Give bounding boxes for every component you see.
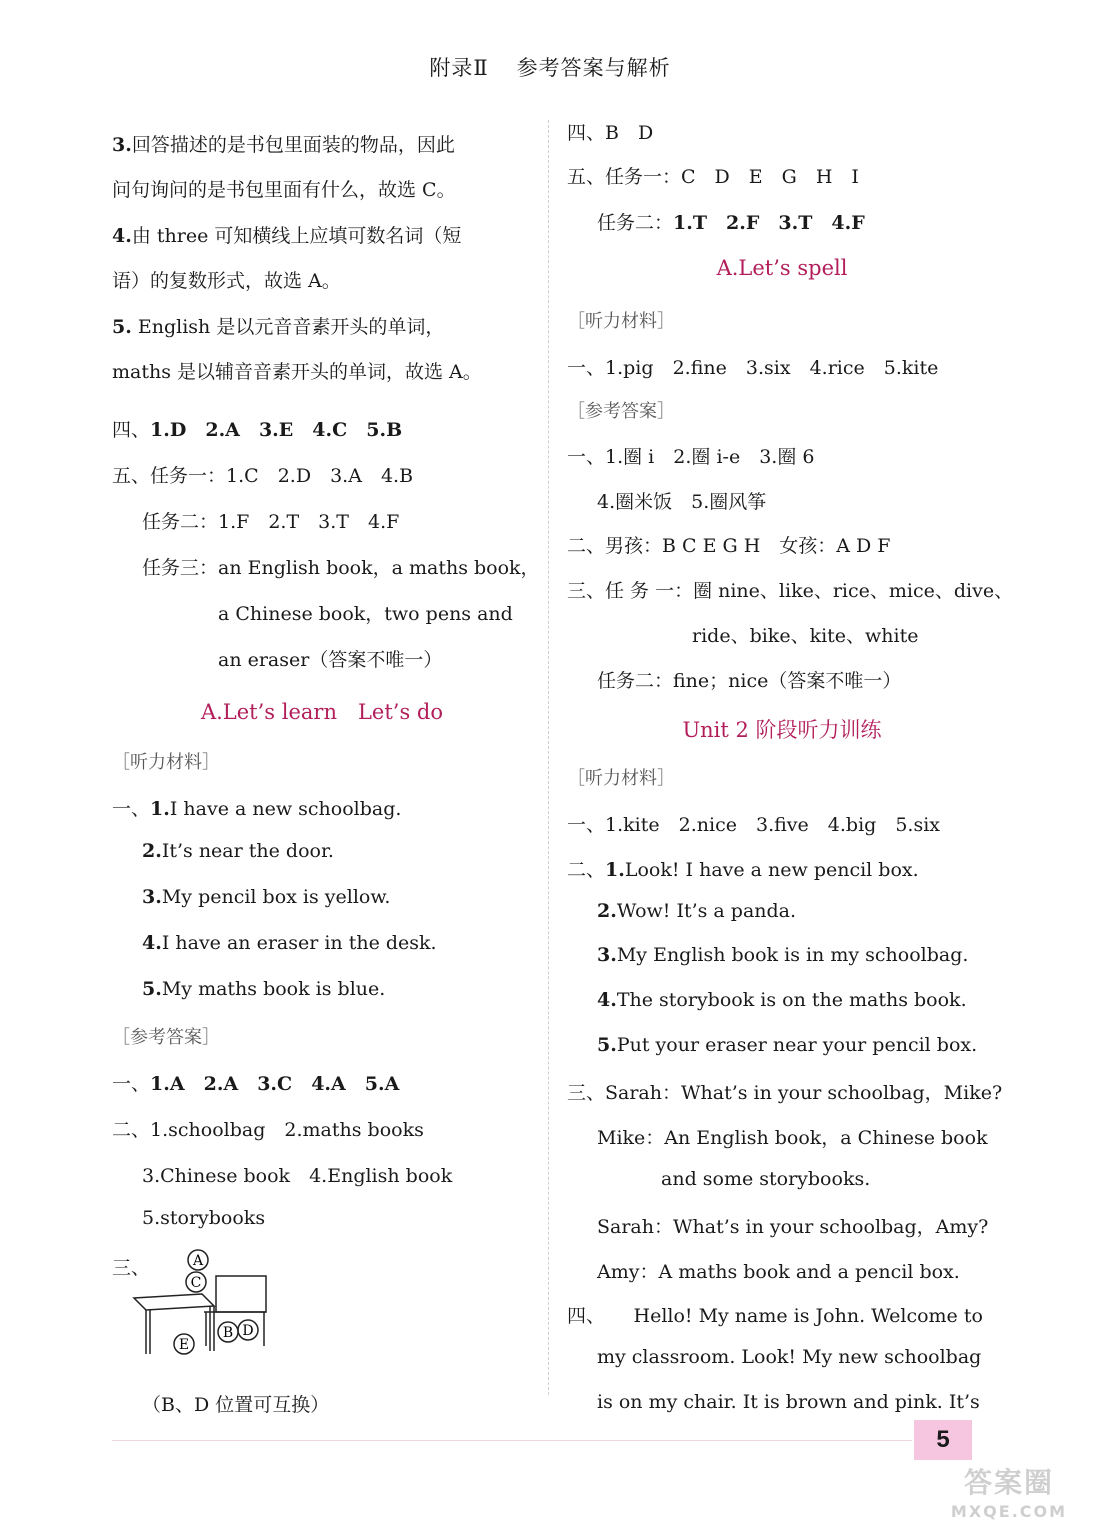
lm-item-5: 5.My maths book is blue. bbox=[142, 978, 386, 1000]
lm-item-2: 2.It’s near the door. bbox=[142, 840, 334, 862]
r-u4-line3: is on my chair. It is brown and pink. It’s bbox=[597, 1391, 980, 1413]
fig-label-d bbox=[238, 1320, 258, 1340]
a3-prefix: 三、 bbox=[112, 1257, 151, 1279]
column-divider bbox=[548, 120, 549, 1395]
r-ref-answer-label: ［参考答案］ bbox=[567, 401, 675, 422]
desk-chair-figure bbox=[132, 1246, 272, 1356]
lm-item-4: 4.I have an eraser in the desk. bbox=[142, 932, 437, 954]
r-ra3-line2: ride、bike、kite、white bbox=[692, 625, 919, 647]
ref-answer-label: ［参考答案］ bbox=[112, 1027, 220, 1048]
a2-line3: 5.storybooks bbox=[142, 1207, 266, 1229]
r-u2-item-4: 4.The storybook is on the maths book. bbox=[597, 989, 967, 1011]
r-u3-line5: Amy：A maths book and a pencil box. bbox=[597, 1261, 960, 1283]
fig-label-a bbox=[188, 1250, 208, 1270]
fig-label-b bbox=[218, 1322, 238, 1342]
q3-line2: 问句询问的是书包里面有什么，故选 C。 bbox=[112, 179, 456, 201]
svg-text:E: E bbox=[178, 1337, 190, 1353]
footer-rule bbox=[112, 1440, 912, 1441]
page-header bbox=[0, 52, 1100, 82]
q4-line1: 4.由 three 可知横线上应填可数名词（短 bbox=[112, 225, 462, 247]
s5-task2: 任务二：1.F 2.T 3.T 4.F bbox=[142, 511, 400, 533]
s5-task1: 五、任务一：1.C 2.D 3.A 4.B bbox=[112, 465, 414, 487]
r-u4-line2: my classroom. Look! My new schoolbag bbox=[597, 1346, 982, 1368]
q4-line2: 语）的复数形式，故选 A。 bbox=[112, 270, 341, 292]
fig-label-e bbox=[174, 1334, 194, 1354]
r-ra2-line: 二、男孩：B C E G H 女孩：A D F bbox=[567, 535, 891, 557]
r-ra3-task2: 任务二：fine；nice（答案不唯一） bbox=[597, 670, 902, 692]
s5-task3-line1: 任务三：an English book，a maths book， bbox=[142, 557, 540, 579]
r-s5-line1: 五、任务一：C D E G H I bbox=[567, 166, 859, 188]
a1-answers: 一、1.A 2.A 3.C 4.A 5.A bbox=[112, 1073, 400, 1095]
page-number: 5 bbox=[914, 1420, 972, 1460]
a2-line1: 二、1.schoolbag 2.maths books bbox=[112, 1119, 424, 1141]
appendix-label: 附录Ⅱ bbox=[429, 56, 489, 80]
r-s4-line: 四、B D bbox=[567, 122, 654, 144]
lm-item-3: 3.My pencil box is yellow. bbox=[142, 886, 391, 908]
fig-label-c bbox=[186, 1272, 206, 1292]
q5-line2: maths 是以辅音音素开头的单词，故选 A。 bbox=[112, 361, 482, 383]
svg-text:A: A bbox=[192, 1253, 204, 1269]
header-title: 参考答案与解析 bbox=[516, 56, 671, 80]
listen-material-label: ［听力材料］ bbox=[112, 752, 220, 773]
svg-text:C: C bbox=[190, 1275, 202, 1291]
r-listen-material-label: ［听力材料］ bbox=[567, 311, 675, 332]
r-u1-answers: 一、1.kite 2.nice 3.five 4.big 5.six bbox=[567, 814, 940, 836]
r-u2-item-2: 2.Wow! It’s a panda. bbox=[597, 900, 797, 922]
r-u2-item-3: 3.My English book is in my schoolbag. bbox=[597, 944, 969, 966]
section-lets-learn: A.Let’s learn Let’s do bbox=[200, 700, 444, 724]
r-ra3-line1: 三、任 务 一：圈 nine、like、rice、mice、dive、 bbox=[567, 580, 1014, 602]
s5-task3-line3: an eraser（答案不唯一） bbox=[218, 649, 443, 671]
svg-text:D: D bbox=[242, 1323, 254, 1339]
r-u3-line3: and some storybooks. bbox=[661, 1168, 871, 1190]
svg-text:B: B bbox=[222, 1325, 234, 1341]
r-u2-item-1: 二、1.Look! I have a new pencil box. bbox=[567, 859, 919, 881]
desk-top bbox=[134, 1294, 214, 1310]
r-u3-line4: Sarah：What’s in your schoolbag，Amy? bbox=[597, 1216, 989, 1238]
r-u2-item-5: 5.Put your eraser near your pencil box. bbox=[597, 1034, 978, 1056]
a2-line2: 3.Chinese book 4.English book bbox=[142, 1165, 453, 1187]
section-unit2: Unit 2 阶段听力训练 bbox=[682, 718, 882, 742]
q5-line1: 5. English 是以元音音素开头的单词， bbox=[112, 316, 445, 338]
r-s5-task2: 任务二：1.T 2.F 3.T 4.F bbox=[597, 212, 865, 234]
s5-task3-line2: a Chinese book，two pens and bbox=[218, 603, 513, 625]
r-u4-line1: 四、 Hello! My name is John. Welcome to bbox=[567, 1305, 983, 1327]
watermark-bottom: MXQE.COM bbox=[950, 1502, 1068, 1521]
watermark-top: 答案圈 bbox=[963, 1466, 1054, 1499]
lm-item-1: 一、1.I have a new schoolbag. bbox=[112, 798, 402, 820]
chair-back bbox=[216, 1276, 266, 1312]
q3-line1: 3.回答描述的是书包里面装的物品，因此 bbox=[112, 134, 455, 156]
s4-answers: 四、1.D 2.A 3.E 4.C 5.B bbox=[112, 419, 403, 441]
r-listen-material-label-2: ［听力材料］ bbox=[567, 768, 675, 789]
r-u3-line1: 三、Sarah：What’s in your schoolbag，Mike? bbox=[567, 1082, 1003, 1104]
r-ra1-line1: 一、1.圈 i 2.圈 i-e 3.圈 6 bbox=[567, 446, 815, 468]
watermark-logo bbox=[924, 1464, 1094, 1530]
r-u3-line2: Mike：An English book，a Chinese book bbox=[597, 1127, 988, 1149]
section-lets-spell: A.Let’s spell bbox=[716, 256, 848, 280]
r-ra1-line2: 4.圈米饭 5.圈风筝 bbox=[597, 491, 767, 513]
a3-note: （B、D 位置可互换） bbox=[142, 1394, 330, 1416]
r-sp1-answers: 一、1.pig 2.fine 3.six 4.rice 5.kite bbox=[567, 357, 939, 379]
